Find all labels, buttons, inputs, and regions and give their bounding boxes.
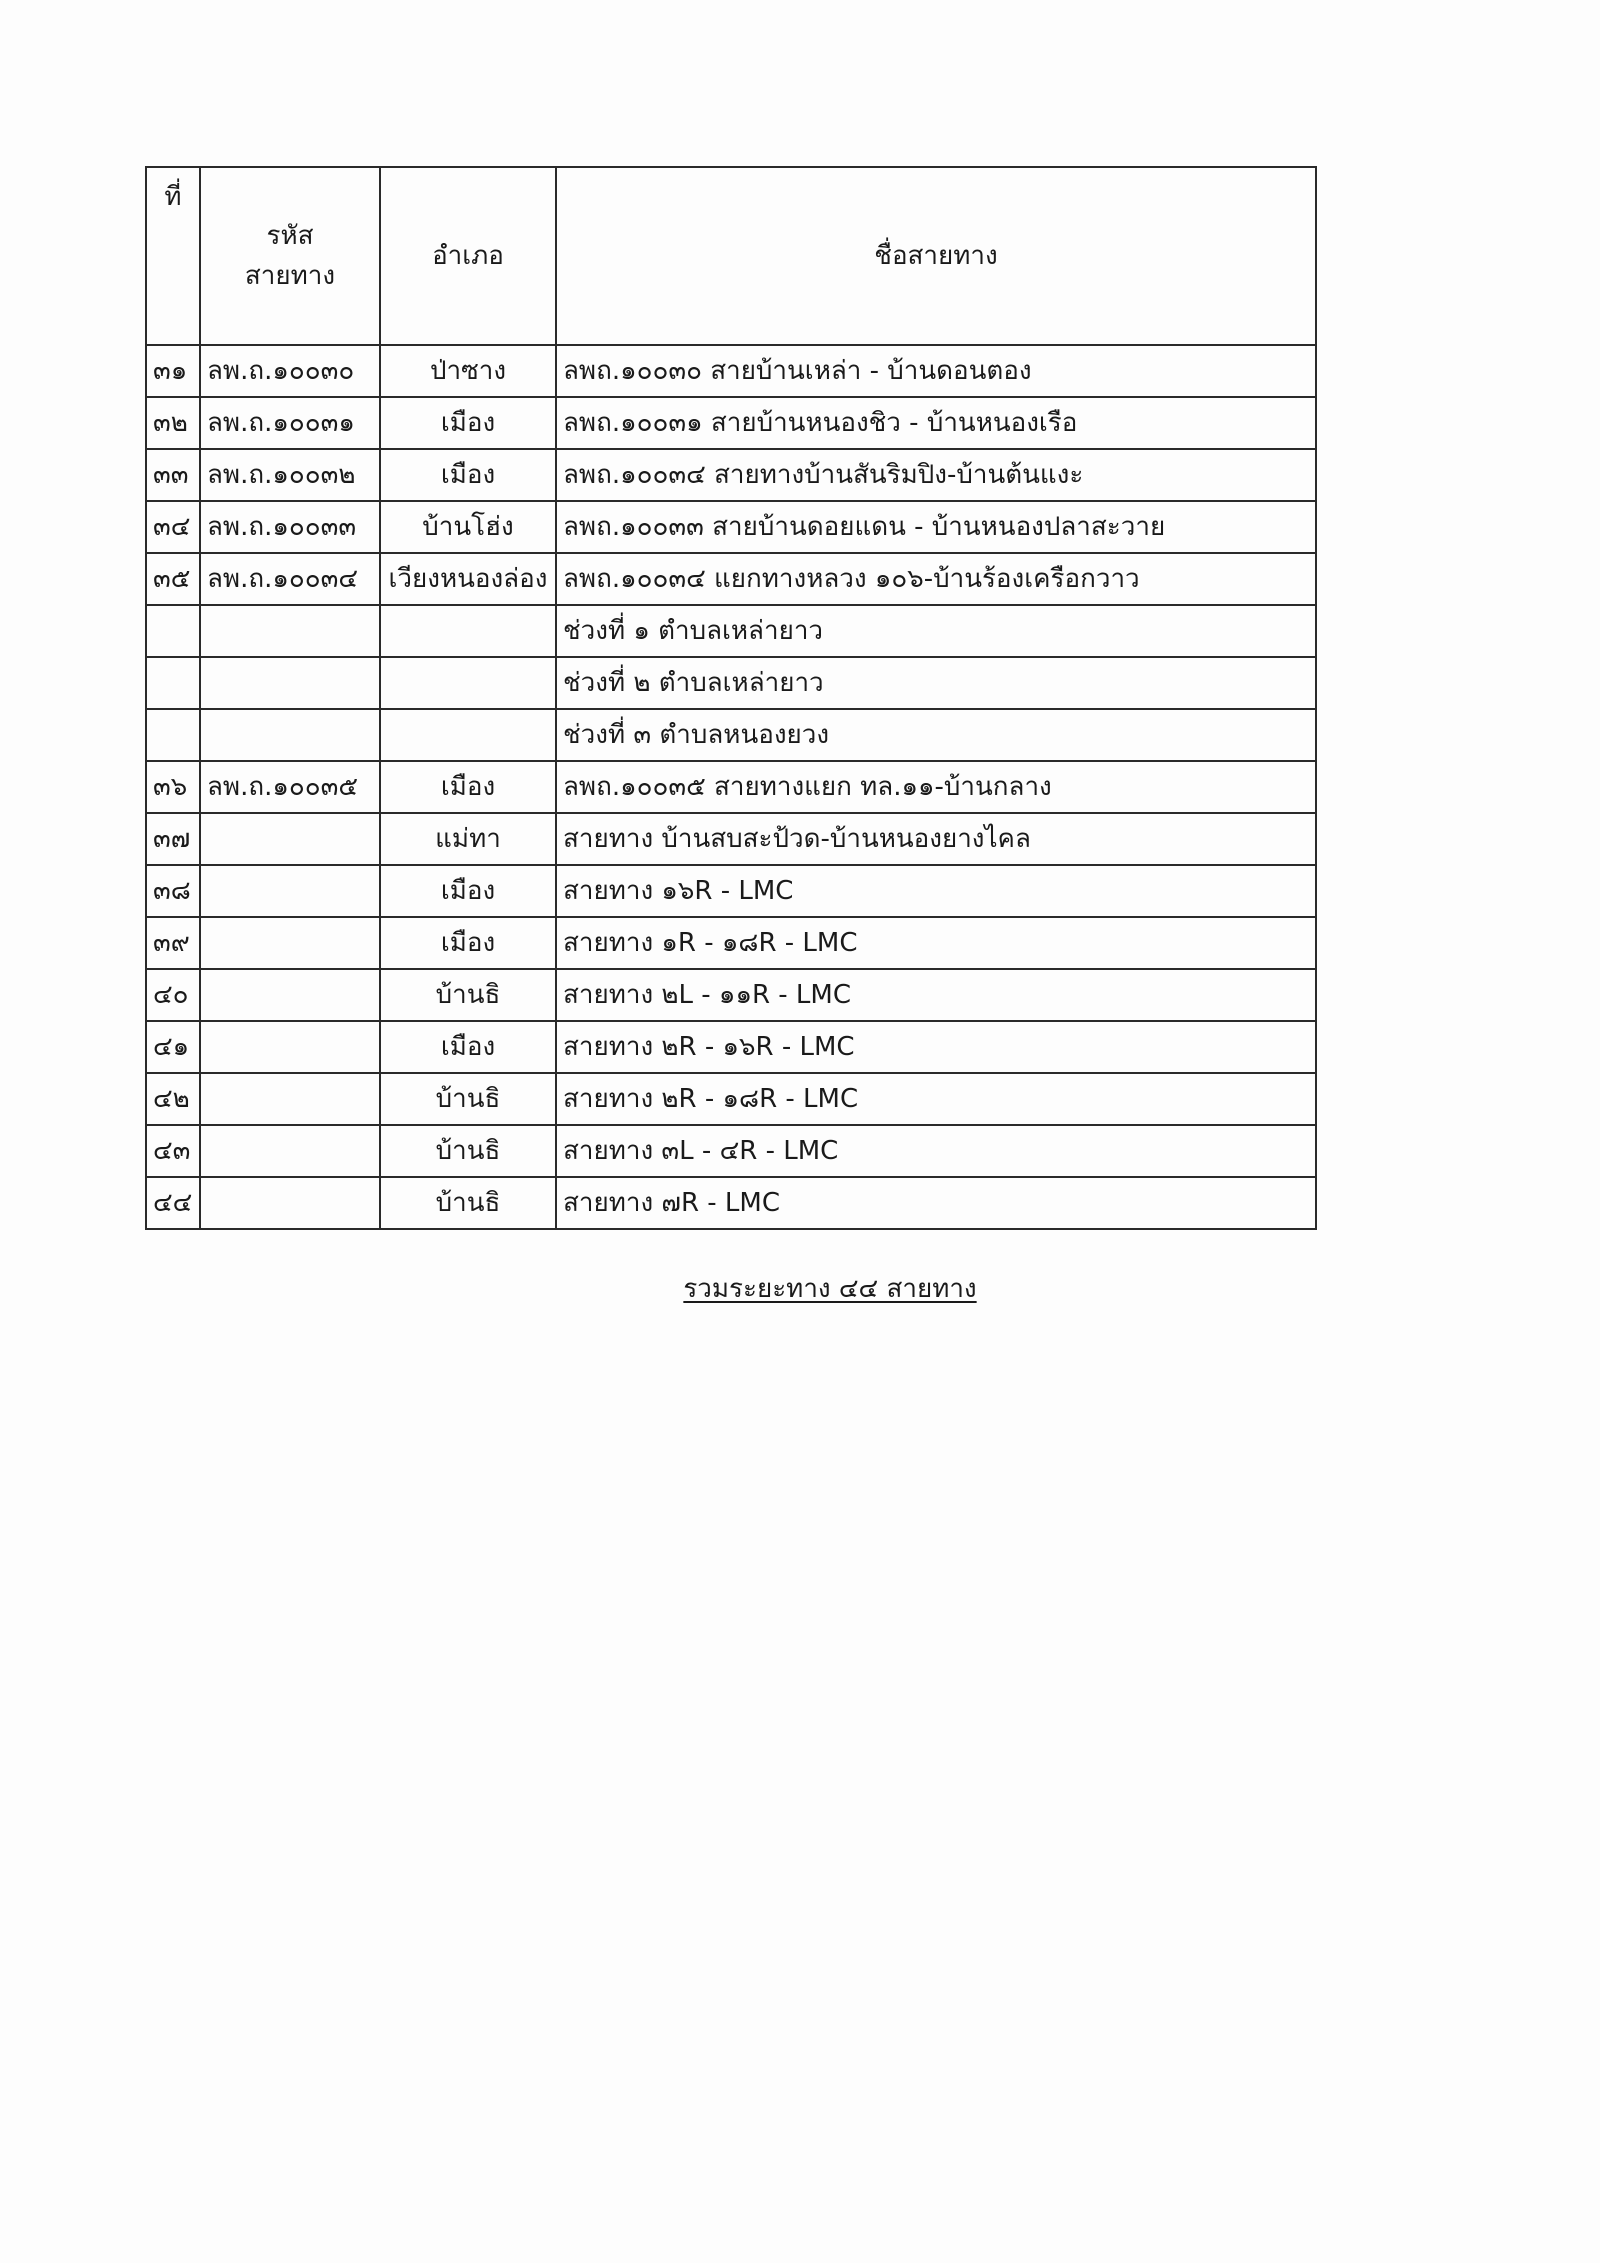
- route-code: ลพ.ถ.๑๐๐๓๔: [200, 553, 380, 605]
- row-number: ๔๒: [146, 1073, 200, 1125]
- table-row: [146, 397, 1316, 449]
- route-code: ลพ.ถ.๑๐๐๓๒: [200, 449, 380, 501]
- table-row: [146, 709, 1316, 761]
- header-code: [200, 167, 380, 345]
- table-row: [146, 657, 1316, 709]
- district-cell: เมือง: [380, 397, 556, 449]
- route-name: สายทาง บ้านสบสะป้วด-บ้านหนองยางไคล: [556, 813, 1316, 865]
- district-cell: [380, 605, 556, 657]
- route-name: สายทาง ๓L - ๔R - LMC: [556, 1125, 1316, 1177]
- table-row: [146, 1177, 1316, 1229]
- row-number: ๓๘: [146, 865, 200, 917]
- row-number: ๓๔: [146, 501, 200, 553]
- table-row: [146, 1021, 1316, 1073]
- district-cell: เมือง: [380, 917, 556, 969]
- row-number: ๓๖: [146, 761, 200, 813]
- district-cell: บ้านโฮ่ง: [380, 501, 556, 553]
- row-number: ๓๒: [146, 397, 200, 449]
- table-row: [146, 449, 1316, 501]
- route-name: สายทาง ๒R - ๑๘R - LMC: [556, 1073, 1316, 1125]
- route-name: สายทาง ๒L - ๑๑R - LMC: [556, 969, 1316, 1021]
- header-district: อำเภอ: [380, 167, 556, 345]
- route-name: ลพถ.๑๐๐๓๕ สายทางแยก ทล.๑๑-บ้านกลาง: [556, 761, 1316, 813]
- row-number: [146, 605, 200, 657]
- route-code: ลพ.ถ.๑๐๐๓๕: [200, 761, 380, 813]
- route-code: [200, 1073, 380, 1125]
- table-row: [146, 813, 1316, 865]
- route-code: [200, 1177, 380, 1229]
- route-name: ช่วงที่ ๑ ตำบลเหล่ายาว: [556, 605, 1316, 657]
- header-route-name: ชื่อสายทาง: [556, 167, 1316, 345]
- row-number: ๓๕: [146, 553, 200, 605]
- route-name: สายทาง ๑R - ๑๘R - LMC: [556, 917, 1316, 969]
- table-row: [146, 1125, 1316, 1177]
- table-row: [146, 1073, 1316, 1125]
- header-code-line1: รหัส: [266, 220, 314, 251]
- table-body: [146, 345, 1316, 1229]
- table-row: [146, 345, 1316, 397]
- row-number: ๔๓: [146, 1125, 200, 1177]
- route-code: [200, 605, 380, 657]
- district-cell: เวียงหนองล่อง: [380, 553, 556, 605]
- route-code: [200, 1125, 380, 1177]
- route-name: ลพถ.๑๐๐๓๔ สายทางบ้านสันริมปิง-บ้านต้นแงะ: [556, 449, 1316, 501]
- district-cell: เมือง: [380, 449, 556, 501]
- route-code: [200, 709, 380, 761]
- row-number: ๔๔: [146, 1177, 200, 1229]
- row-number: [146, 657, 200, 709]
- table-row: [146, 917, 1316, 969]
- row-number: ๓๙: [146, 917, 200, 969]
- route-code: [200, 657, 380, 709]
- route-code: [200, 813, 380, 865]
- district-cell: เมือง: [380, 865, 556, 917]
- route-code: [200, 917, 380, 969]
- district-cell: บ้านธิ: [380, 1125, 556, 1177]
- route-code: [200, 865, 380, 917]
- route-name: สายทาง ๑๖R - LMC: [556, 865, 1316, 917]
- route-name: สายทาง ๗R - LMC: [556, 1177, 1316, 1229]
- table-header: [146, 167, 1316, 345]
- table-row: [146, 553, 1316, 605]
- total-summary: รวมระยะทาง ๔๔ สายทาง: [683, 1274, 977, 1304]
- route-name: ลพถ.๑๐๐๓๓ สายบ้านดอยแดน - บ้านหนองปลาสะวาย: [556, 501, 1316, 553]
- table-row: [146, 969, 1316, 1021]
- district-cell: [380, 657, 556, 709]
- route-name: สายทาง ๒R - ๑๖R - LMC: [556, 1021, 1316, 1073]
- table-row: [146, 605, 1316, 657]
- district-cell: แม่ทา: [380, 813, 556, 865]
- row-number: [146, 709, 200, 761]
- row-number: ๔๑: [146, 1021, 200, 1073]
- district-cell: เมือง: [380, 1021, 556, 1073]
- route-code: ลพ.ถ.๑๐๐๓๐: [200, 345, 380, 397]
- district-cell: [380, 709, 556, 761]
- route-name: ลพถ.๑๐๐๓๑ สายบ้านหนองชิว - บ้านหนองเรือ: [556, 397, 1316, 449]
- route-code: ลพ.ถ.๑๐๐๓๓: [200, 501, 380, 553]
- route-name: ลพถ.๑๐๐๓๔ แยกทางหลวง ๑๐๖-บ้านร้องเครือกวาว: [556, 553, 1316, 605]
- route-name: ช่วงที่ ๓ ตำบลหนองยวง: [556, 709, 1316, 761]
- route-name: ช่วงที่ ๒ ตำบลเหล่ายาว: [556, 657, 1316, 709]
- route-code: ลพ.ถ.๑๐๐๓๑: [200, 397, 380, 449]
- row-number: ๓๑: [146, 345, 200, 397]
- row-number: ๓๓: [146, 449, 200, 501]
- district-cell: บ้านธิ: [380, 969, 556, 1021]
- district-cell: ป่าซาง: [380, 345, 556, 397]
- route-table: [145, 166, 1317, 1230]
- district-cell: บ้านธิ: [380, 1073, 556, 1125]
- table-row: [146, 501, 1316, 553]
- route-name: ลพถ.๑๐๐๓๐ สายบ้านเหล่า - บ้านดอนตอง: [556, 345, 1316, 397]
- header-no: ที่: [146, 167, 200, 345]
- table-row: [146, 865, 1316, 917]
- row-number: ๓๗: [146, 813, 200, 865]
- route-code: [200, 969, 380, 1021]
- district-cell: บ้านธิ: [380, 1177, 556, 1229]
- district-cell: เมือง: [380, 761, 556, 813]
- row-number: ๔๐: [146, 969, 200, 1021]
- route-code: [200, 1021, 380, 1073]
- table-row: [146, 761, 1316, 813]
- header-code-line2: สายทาง: [244, 261, 336, 291]
